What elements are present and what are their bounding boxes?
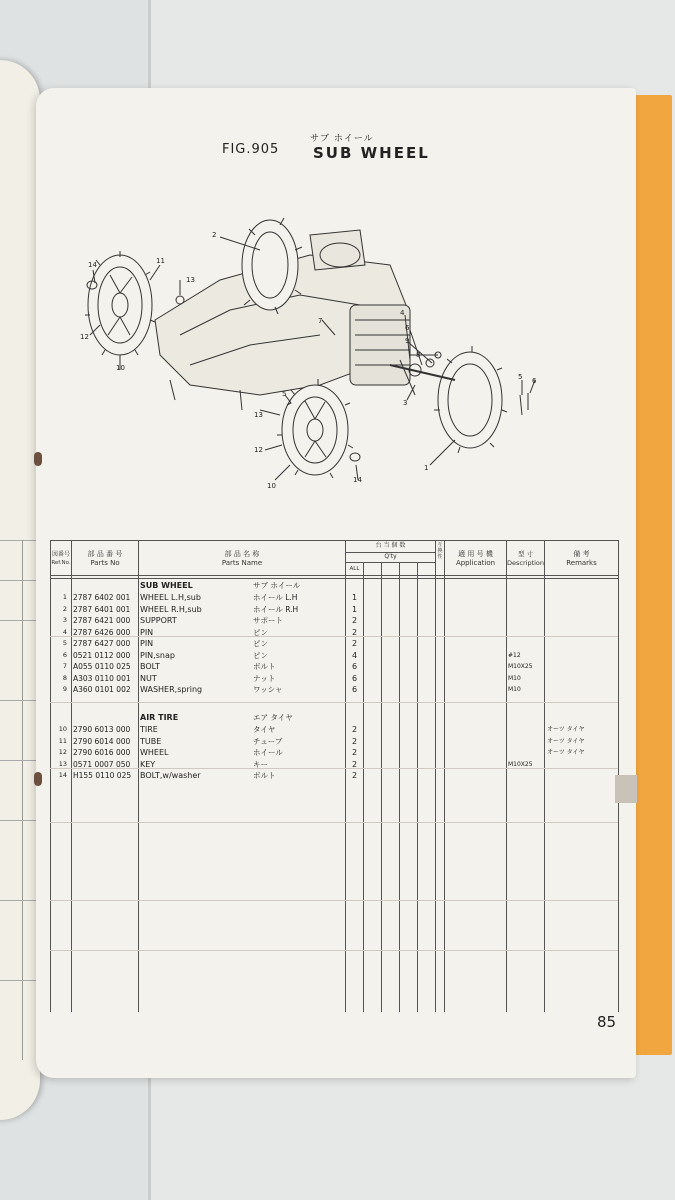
svg-text:5: 5	[282, 390, 287, 398]
header-remarks: 備 考 Remarks	[566, 550, 597, 567]
part-number-cell: 2787 6421 000	[73, 616, 131, 625]
part-name-jp-cell: ホイール	[253, 748, 283, 757]
table-row	[50, 770, 618, 781]
table-row	[50, 736, 618, 747]
table-row	[50, 673, 618, 684]
svg-text:6: 6	[405, 324, 410, 332]
ref-no-cell: 4	[62, 627, 67, 636]
header-description: 型 寸 Description	[507, 550, 545, 567]
ref-no-cell: 7	[62, 662, 67, 670]
table-row	[50, 615, 618, 626]
svg-text:4: 4	[400, 309, 405, 317]
header-application: 適 用 号 機 Application	[455, 550, 496, 567]
header-qty-en: Q'ty	[384, 553, 397, 560]
part-number-cell: 2787 6427 000	[73, 639, 131, 648]
figure-title: SUB WHEEL	[313, 144, 430, 162]
description-cell: M10	[508, 674, 521, 682]
ref-no-cell: 5	[62, 639, 67, 647]
section-row-air-tire: AIR TIRE エア タイヤ	[140, 713, 293, 722]
part-number-cell: 2787 6426 000	[73, 627, 131, 637]
ref-no-cell: 8	[62, 673, 67, 682]
binding-hole	[34, 772, 42, 786]
ref-no-cell: 3	[62, 616, 67, 624]
svg-text:12: 12	[254, 446, 263, 454]
description-cell: M10	[508, 686, 521, 693]
header-all: ALL	[349, 566, 360, 572]
table-row	[50, 638, 618, 649]
ref-no-cell: 13	[58, 759, 67, 768]
quantity-cell: 2	[352, 736, 358, 746]
header-qty: 台 当 個 数	[375, 542, 406, 549]
svg-text:14: 14	[88, 261, 97, 269]
quantity-cell: 1	[352, 604, 358, 614]
header-ref-no: 図番号 Ref.No.	[51, 551, 71, 566]
description-cell: M10X25	[508, 663, 533, 670]
table-row	[50, 724, 618, 735]
part-name-jp-cell: ボルト	[253, 771, 276, 780]
part-name-jp-cell: ピン	[253, 627, 268, 637]
part-number-cell: A055 0110 025	[73, 662, 131, 671]
part-name-cell: SUPPORT	[140, 616, 177, 625]
header-parts-name: 部 品 名 称 Parts Name	[221, 550, 263, 567]
table-row	[50, 684, 618, 695]
part-name-cell: WHEEL R.H,sub	[140, 604, 202, 614]
ref-no-cell: 2	[62, 604, 67, 613]
ref-no-cell: 14	[58, 771, 67, 779]
svg-text:1: 1	[424, 464, 429, 472]
remarks-cell: オーツ タイヤ	[547, 749, 585, 756]
quantity-cell: 2	[352, 627, 358, 637]
part-number-cell: 2787 6402 001	[73, 593, 131, 602]
ref-no-cell: 10	[58, 725, 67, 733]
svg-text:13: 13	[254, 411, 263, 419]
part-name-cell: BOLT	[140, 662, 160, 671]
quantity-cell: 2	[352, 616, 358, 625]
part-name-cell: WHEEL	[140, 748, 169, 757]
left-page-edge	[0, 60, 40, 1120]
quantity-cell: 6	[352, 673, 358, 683]
ref-no-cell: 1	[62, 593, 67, 601]
quantity-cell: 2	[352, 771, 358, 780]
part-name-jp-cell: タイヤ	[253, 725, 276, 734]
part-name-jp-cell: キー	[253, 759, 268, 769]
callout-label: 2	[212, 231, 217, 239]
part-name-jp-cell: ナット	[253, 673, 276, 683]
part-name-jp-cell: ピン	[253, 650, 268, 660]
quantity-cell: 2	[352, 725, 358, 734]
part-name-jp-cell: ピン	[253, 639, 268, 648]
part-number-cell: A360 0101 002	[73, 685, 131, 694]
quantity-cell: 2	[352, 639, 358, 648]
svg-text:3: 3	[403, 399, 408, 407]
index-tab-mark	[615, 775, 637, 803]
svg-text:9: 9	[405, 337, 410, 345]
svg-text:14: 14	[353, 476, 362, 484]
quantity-cell: 2	[352, 759, 358, 769]
quantity-cell: 2	[352, 748, 358, 757]
svg-text:12: 12	[80, 333, 89, 341]
part-name-cell: TUBE	[140, 736, 162, 746]
binding-hole	[34, 452, 42, 466]
table-row	[50, 604, 618, 615]
figure-number: FIG.905	[222, 142, 280, 157]
quantity-cell: 4	[352, 650, 358, 660]
section-row-sub-wheel: SUB WHEEL サブ ホイール	[140, 581, 301, 590]
part-name-jp-cell: ホイール R.H	[253, 604, 299, 614]
part-name-cell: NUT	[140, 673, 157, 683]
part-name-cell: PIN	[140, 627, 154, 637]
part-name-jp-cell: サポート	[253, 616, 283, 625]
remarks-cell: オーツ タイヤ	[547, 726, 585, 733]
part-number-cell: 2790 6013 000	[73, 725, 131, 734]
part-number-cell: 2790 6014 000	[73, 736, 131, 746]
svg-text:10: 10	[116, 364, 125, 372]
table-row	[50, 650, 618, 661]
remarks-cell: オーツ タイヤ	[547, 737, 585, 745]
svg-text:6: 6	[532, 377, 537, 385]
description-cell: #12	[508, 651, 521, 659]
part-name-cell: PIN,snap	[140, 650, 175, 660]
svg-text:7: 7	[318, 317, 323, 325]
part-name-cell: TIRE	[140, 725, 158, 734]
part-name-cell: WASHER,spring	[140, 685, 203, 694]
header-interchange: 互換性	[437, 542, 443, 560]
ref-no-cell: 11	[58, 736, 67, 745]
part-name-jp-cell: ワッシャ	[253, 685, 283, 694]
table-row	[50, 747, 618, 758]
ref-no-cell: 12	[58, 748, 67, 756]
exploded-diagram	[60, 195, 560, 495]
page-number: 85	[597, 1013, 617, 1031]
quantity-cell: 6	[352, 662, 358, 671]
parts-table	[50, 540, 618, 1040]
part-name-jp-cell: チューブ	[253, 736, 283, 746]
part-name-cell: PIN	[140, 639, 154, 648]
part-number-cell: 0521 0112 000	[73, 650, 131, 660]
ref-no-cell: 6	[62, 650, 67, 659]
part-number-cell: A303 0110 001	[73, 673, 131, 683]
svg-text:13: 13	[186, 276, 195, 284]
part-name-jp-cell: ボルト	[253, 662, 276, 671]
svg-text:10: 10	[267, 482, 276, 490]
svg-text:11: 11	[156, 257, 165, 265]
part-name-cell: KEY	[140, 759, 156, 769]
description-cell: M10X25	[508, 760, 533, 768]
figure-title-jp: サブ ホイール	[310, 134, 374, 144]
part-name-cell: WHEEL L.H,sub	[140, 593, 201, 602]
quantity-cell: 6	[352, 685, 358, 694]
part-number-cell: 2790 6016 000	[73, 748, 131, 757]
table-row	[50, 661, 618, 672]
part-number-cell: H155 0110 025	[73, 771, 132, 780]
part-name-jp-cell: ホイール L.H	[253, 593, 298, 602]
ref-no-cell: 9	[62, 685, 67, 693]
quantity-cell: 1	[352, 593, 358, 602]
svg-text:8: 8	[416, 351, 421, 359]
part-number-cell: 2787 6401 001	[73, 604, 131, 614]
header-parts-no: 部 品 番 号 Parts No	[87, 550, 123, 567]
table-row	[50, 592, 618, 603]
part-name-cell: BOLT,w/washer	[140, 771, 201, 780]
svg-text:5: 5	[518, 373, 523, 381]
part-number-cell: 0571 0007 050	[73, 759, 131, 769]
